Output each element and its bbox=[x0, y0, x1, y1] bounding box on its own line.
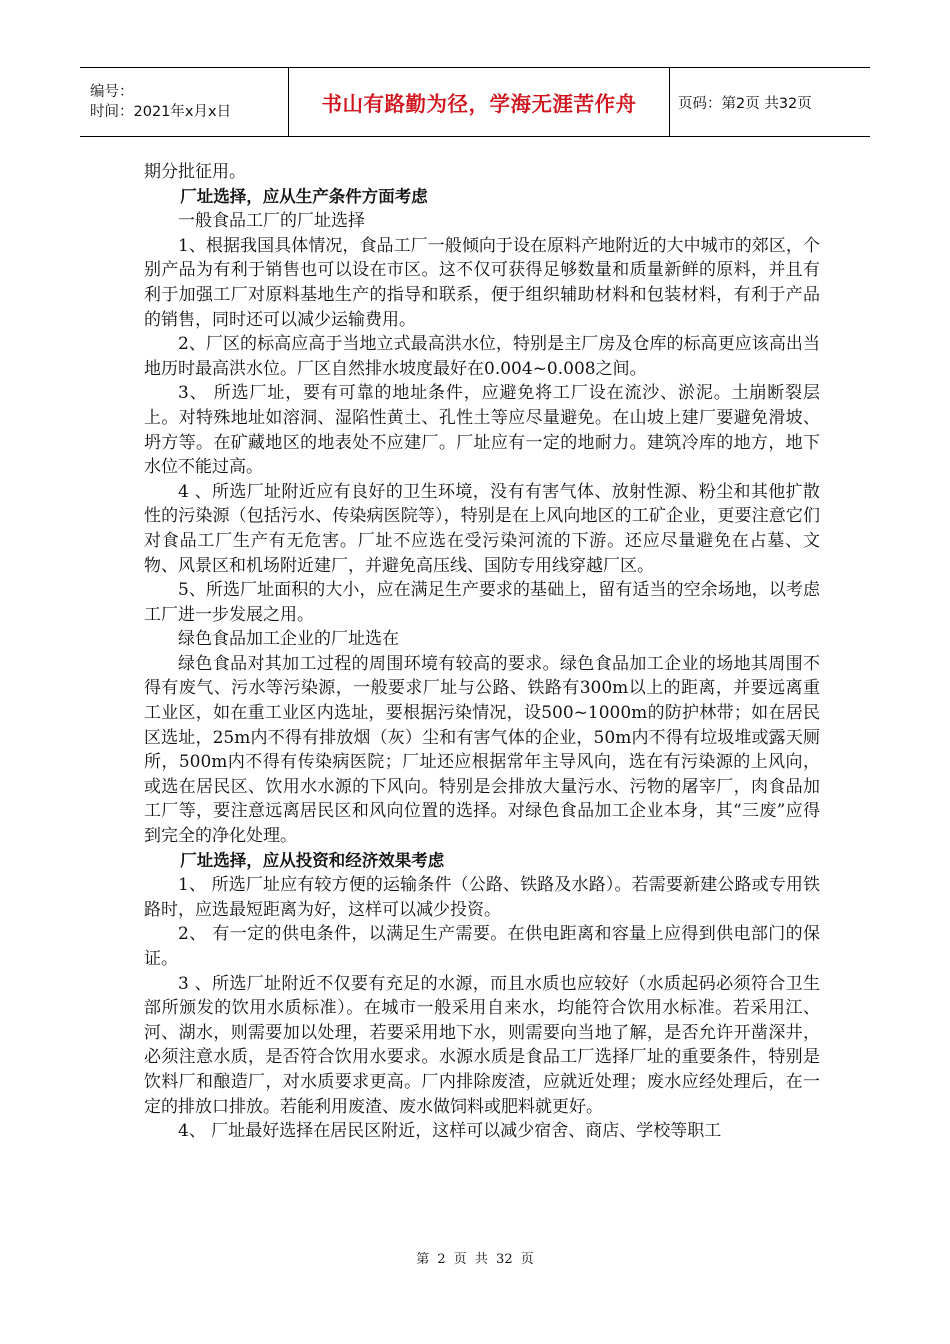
paragraph: 期分批征用。 bbox=[144, 162, 246, 182]
paragraph: 3 、所选厂址附近不仅要有充足的水源，而且水质也应较好（水质起码必须符合卫生部所颁发的饮用水质标准）。在城市一般采用自来水，均能符合饮用水标准。若采用江、河、湖水，则需要加以处理，若要采用地下水，则需要向当地了解，是否允许开凿深井，必须注意水质，是否符合饮用水要求。水源水质是食品工厂选择厂址的重要条件，特别是饮料厂和酿造厂，对水质要求更高。厂内排除废渣，应就近处理；废水应经处理后，在一定的排放口排放。若能利用废渣、废水做饲料或肥料就更好。 bbox=[144, 973, 820, 1117]
page-footer: 第 2 页 共 32 页 bbox=[416, 1252, 534, 1267]
header-motto: 书山有路勤为径，学海无涯苦作舟 bbox=[321, 92, 637, 116]
page-header bbox=[80, 67, 870, 137]
paragraph: 1、 所选厂址应有较方便的运输条件（公路、铁路及水路）。若需要新建公路或专用铁路时，应选最短距离为好，这样可以减少投资。 bbox=[144, 875, 820, 920]
section-heading-investment: 厂址选择，应从投资和经济效果考虑 bbox=[180, 850, 445, 870]
paragraph: 4 、所选厂址附近应有良好的卫生环境，没有有害气体、放射性源、粉尘和其他扩散性的污染源（包括污水、传染病医院等），特别是在上风向地区的工矿企业，更要注意它们对食品工厂生产有无危害。厂址不应选在受污染河流的下游。还应尽量避免在占墓、文物、风景区和机场附近建厂，并避免高压线、国防专用线穿越厂区。 bbox=[144, 481, 820, 576]
section-heading-production: 厂址选择，应从生产条件方面考虑 bbox=[180, 186, 428, 206]
document-body bbox=[144, 160, 820, 1144]
paragraph: 2、厂区的标高应高于当地立式最高洪水位，特别是主厂房及仓库的标高更应该高出当地历时最高洪水位。厂区自然排水坡度最好在0.004~0.008之间。 bbox=[144, 334, 820, 379]
header-meta bbox=[80, 68, 289, 137]
header-motto-cell bbox=[289, 68, 670, 137]
paragraph: 4、 厂址最好选择在居民区附近，这样可以减少宿舍、商店、学校等职工 bbox=[178, 1121, 722, 1142]
paragraph: 1、根据我国具体情况，食品工厂一般倾向于设在原料产地附近的大中城市的郊区，个别产品为有利于销售也可以设在市区。这不仅可获得足够数量和质量新鲜的原料，并且有利于加强工厂对原料基地生产的指导和联系，便于组织辅助材料和包装材料，有利于产品的销售，同时还可以减少运输费用。 bbox=[144, 235, 820, 330]
header-page-info: 页码：第2页 共32页 bbox=[678, 95, 812, 112]
paragraph: 3、 所选厂址，要有可靠的地址条件，应避免将工厂设在流沙、淤泥。土崩断裂层上。对特殊地址如溶洞、湿陷性黄土、孔性土等应尽量避免。在山坡上建厂要避免滑坡、坍方等。在矿藏地区的地表处不应建厂。厂址应有一定的地耐力。建筑冷库的地方，地下水位不能过高。 bbox=[144, 383, 820, 478]
header-number-label: 编号： bbox=[90, 84, 134, 100]
paragraph: 绿色食品对其加工过程的周围环境有较高的要求。绿色食品加工企业的场地其周围不得有废气、污水等污染源，一般要求厂址与公路、铁路有300m以上的距离，并要远离重工业区，如在重工业区内选址，要根据污染情况，设500~1000m的防护林带；如在居民区选址，25m内不得有排放烟（灰）尘和有害气体的企业，50m内不得有垃圾堆或露天厕所，500m内不得有传染病医院；厂址还应根据常年主导风向，选在有污染源的上风向，或选在居民区、饮用水水源的下风向。特别是会排放大量污水、污物的屠宰厂，肉食品加工厂等，要注意远离居民区和风向位置的选择。对绿色食品加工企业本身，其“三废”应得到完全的净化处理。 bbox=[144, 653, 820, 847]
paragraph: 5、所选厂址面积的大小，应在满足生产要求的基础上，留有适当的空余场地，以考虑工厂进一步发展之用。 bbox=[144, 580, 820, 625]
header-time-label: 时间：2021年x月x日 bbox=[90, 104, 232, 120]
subsection-heading-green-food: 绿色食品加工企业的厂址选在 bbox=[178, 629, 399, 650]
paragraph: 2、 有一定的供电条件，以满足生产需要。在供电距离和容量上应得到供电部门的保证。 bbox=[144, 924, 820, 969]
subsection-heading-general: 一般食品工厂的厂址选择 bbox=[178, 211, 365, 232]
